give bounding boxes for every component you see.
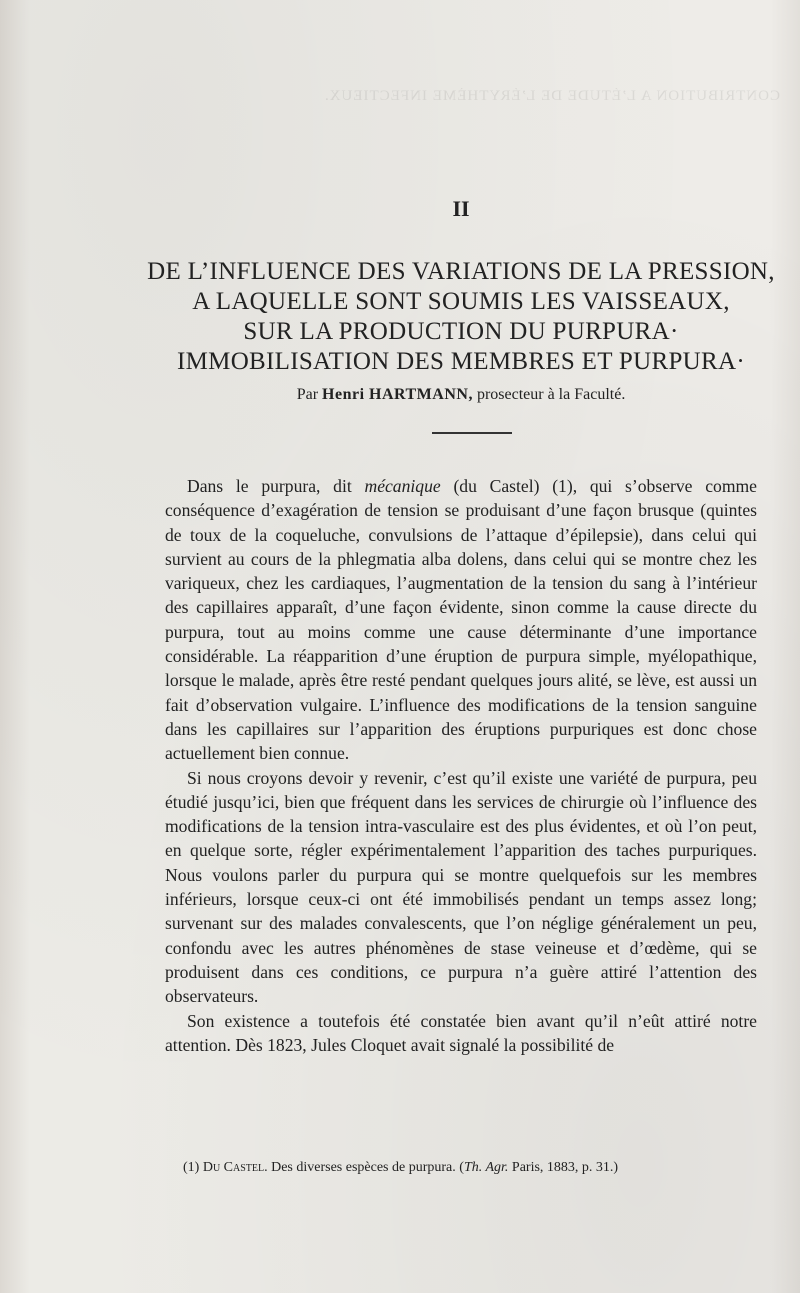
title-line-2: A LAQUELLE SONT SOUMIS LES VAISSEAUX, bbox=[192, 288, 730, 315]
section-number: II bbox=[452, 196, 470, 221]
footnote-author: Du Castel. bbox=[202, 1160, 268, 1175]
paragraph-1-emphasis: mécanique bbox=[364, 476, 441, 496]
paragraph-3: Son existence a toutefois été constatée bien avant qu’il n’eût attiré notre attention. Dès 1823, Jules Cloquet avait signalé la possibilité de bbox=[165, 1010, 757, 1055]
title-separator-rule bbox=[432, 432, 512, 434]
title-line-4: IMMOBILISATION DES MEMBRES ET PURPURA· bbox=[177, 348, 745, 375]
title-line-1: DE L’INFLUENCE DES VARIATIONS DE LA PRESSION, bbox=[147, 258, 775, 285]
article-body bbox=[165, 474, 757, 1057]
footnote-journal: Th. Agr. bbox=[463, 1160, 509, 1175]
footnote-text: Des diverses espèces de purpura. bbox=[271, 1160, 456, 1175]
byline bbox=[0, 386, 800, 404]
footnote: (1) Du Castel. Des diverses espèces de purpura. (Th. Agr. Paris, 1883, p. 31.) bbox=[183, 1160, 619, 1175]
author-role: prosecteur à la Faculté. bbox=[476, 386, 626, 403]
paragraph-2: Si nous croyons devoir y revenir, c’est qu’il existe une variété de purpura, peu étudié jusqu’ici, bien que fréquent dans les services de chirurgie où l’influence des modifications de la tension intra-vasculaire est des plus évidentes, et où l’on peut, en quelque sorte, régler expérimentalement l’apparition des taches purpuriques. Nous voulons parler du purpura qui se montre quelquefois sur les membres inférieurs, lorsque ceux-ci ont été immobilisés pendant un temps assez long; survenant sur des malades convalescents, que l’on néglige généralement un peu, confondu avec les autres phénomènes de stase veineuse et d’œdème, qui se produisent dans ces conditions, ce purpura n’a guère attiré l’attention des observateurs. bbox=[165, 767, 757, 1007]
paragraph-1-rest: (du Castel) (1), qui s’observe comme conséquence d’exagération de tension se produisant d’une façon brusque (quintes de toux de la coqueluche, convulsions de l’attaque d’épilepsie), dans celui qui survient au cours de la phlegmatia alba dolens, dans celui qui se montre chez les variqueux, chez les cardiaques, l’augmentation de la tension du sang à l’intérieur des capillaires apparaît, d’une façon évidente, sinon comme la cause directe du purpura, tout au moins comme une cause déterminante d’une importance considérable. La réapparition d’une éruption de purpura simple, myélopathique, lorsque le malade, après être resté pendant quelques jours alité, se lève, est aussi un fait d’observation vulgaire. L’influence des modifications de la tension sanguine dans les capillaires sur l’apparition des éruptions purpuriques est donc chose actuellement bien connue. bbox=[165, 476, 757, 764]
bleed-through-text: CONTRIBUTION A L’ÉTUDE DE L’ÉRYTHÈME INFECTIEUX. bbox=[323, 88, 780, 104]
paragraph-1-start: Dans le purpura, dit bbox=[187, 476, 365, 496]
paragraph-1 bbox=[165, 474, 757, 766]
author-name: Henri HARTMANN, bbox=[322, 386, 473, 403]
byline-prefix: Par bbox=[296, 386, 319, 403]
footnote-tail: Paris, 1883, p. 31.) bbox=[511, 1160, 619, 1175]
title-line-3: SUR LA PRODUCTION DU PURPURA· bbox=[243, 318, 679, 345]
footnote-marker: (1) bbox=[183, 1160, 200, 1175]
